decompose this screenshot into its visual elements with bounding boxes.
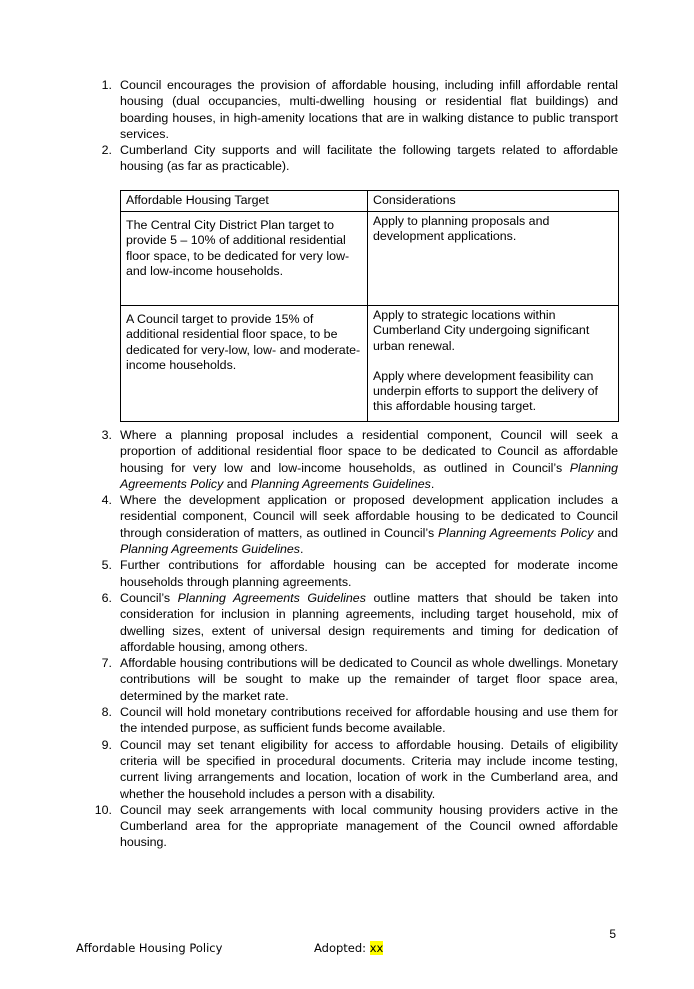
list-item (92, 427, 618, 492)
list-item-text: Where a planning proposal includes a residential component, Council will seek a proportion of additional residential floor space to be dedicated to Council as affordable housing for very low and low-income households, as outlined in Council’s (120, 428, 618, 475)
list-item-number: 1. (101, 78, 112, 92)
list-item-text: . (300, 542, 304, 557)
list-item-text: and (223, 476, 251, 491)
adopted-value: xx (369, 941, 384, 955)
list-item-text: . (430, 476, 435, 491)
document-reference: Planning Agreements Guidelines (120, 542, 301, 557)
list-item-text: and (593, 525, 618, 540)
list-item-text: Where the development application or proposed development application includes a residential component, Council will seek affordable housing to be dedicated to Council through consideration of matters, as outlined in Council’s (120, 493, 618, 540)
table-row (121, 306, 619, 422)
list-item-number: 4. (101, 493, 112, 508)
list-item (92, 802, 618, 851)
table-header-considerations: Considerations (368, 191, 619, 212)
footer-adopted (314, 940, 383, 956)
policy-list-top (92, 77, 618, 175)
list-item (92, 492, 618, 557)
consideration-text: Apply where development feasibility can underpin efforts to support the delivery of this affordable housing target. (373, 368, 599, 414)
consideration-text: Apply to strategic locations within Cumberland City undergoing significant urban renewal. (373, 308, 590, 353)
page-number: 5 (609, 927, 616, 941)
list-item (92, 142, 618, 175)
list-item-text: Council encourages the provision of affordable housing, including infill affordable rental housing (dual occupancies, multi-dwelling housing or residential flat buildings) and boarding houses, in high-amenity locations that are in walking distance to public transport services. (120, 78, 618, 141)
list-item-number: 7. (101, 656, 112, 671)
list-item-number: 2. (101, 143, 112, 158)
list-item-number: 8. (101, 705, 112, 720)
list-item (92, 590, 618, 655)
list-item-number: 9. (101, 737, 112, 752)
affordable-housing-targets-table (120, 190, 619, 422)
list-item-text: Council may seek arrangements with local community housing providers active in the Cumberland area for the appropriate management of the Council owned affordable housing. (120, 802, 618, 850)
document-reference: Planning Agreements Policy (120, 460, 618, 491)
footer-title: Affordable Housing Policy (76, 941, 223, 955)
adopted-label: Adopted: (314, 941, 370, 955)
document-reference: Planning Agreements Guidelines (250, 476, 431, 491)
list-item-text: outline matters that should be taken into consideration for inclusion in planning agreements, including target household, mix of dwelling sizes, extent of universal design requirements and timing for dedication of affordable housing, among others. (120, 590, 618, 654)
table-header-target: Affordable Housing Target (121, 191, 368, 212)
list-item (92, 557, 618, 590)
list-item-text: Council will hold monetary contributions received for affordable housing and use them for the intended purpose, as sufficient funds become available. (120, 705, 618, 736)
considerations-cell (368, 306, 619, 422)
document-reference: Planning Agreements Guidelines (177, 590, 366, 605)
target-cell: A Council target to provide 15% of additional residential floor space, to be dedicated for very-low, low- and moderate-income households. (121, 306, 368, 422)
target-cell: The Central City District Plan target to provide 5 – 10% of additional residential floor space, to be dedicated for very low- and low-income households. (121, 212, 368, 306)
list-item-number: 3. (101, 428, 112, 442)
list-item-text: Affordable housing contributions will be dedicated to Council as whole dwellings. Monetary contributions will be sought to make up the remainder of target floor space area, determined by the market rate. (120, 656, 618, 703)
table-header-row (121, 191, 619, 212)
list-item (92, 655, 618, 704)
list-item-text: Council may set tenant eligibility for access to affordable housing. Details of eligibility criteria will be specified in procedural documents. Criteria may include income testing, current living arrangements and location, location of work in the Cumberland area, and whether the household includes a person with a disability. (120, 737, 618, 801)
consideration-text: Apply to planning proposals and development applications. (373, 214, 550, 244)
list-item (92, 737, 618, 802)
list-item-number: 6. (101, 590, 112, 605)
table-row (121, 212, 619, 306)
list-item-number: 5. (101, 558, 112, 573)
list-item-text: Further contributions for affordable housing can be accepted for moderate income households through planning agreements. (120, 558, 618, 589)
list-item-text: Cumberland City supports and will facilitate the following targets related to affordable housing (as far as practicable). (120, 143, 618, 174)
list-item-text: Council’s (120, 590, 178, 605)
list-item (92, 77, 618, 142)
considerations-cell (368, 212, 619, 306)
list-item (92, 704, 618, 737)
policy-list-bottom (92, 427, 618, 851)
list-item-number: 10. (94, 802, 112, 817)
document-reference: Planning Agreements Policy (438, 525, 594, 540)
